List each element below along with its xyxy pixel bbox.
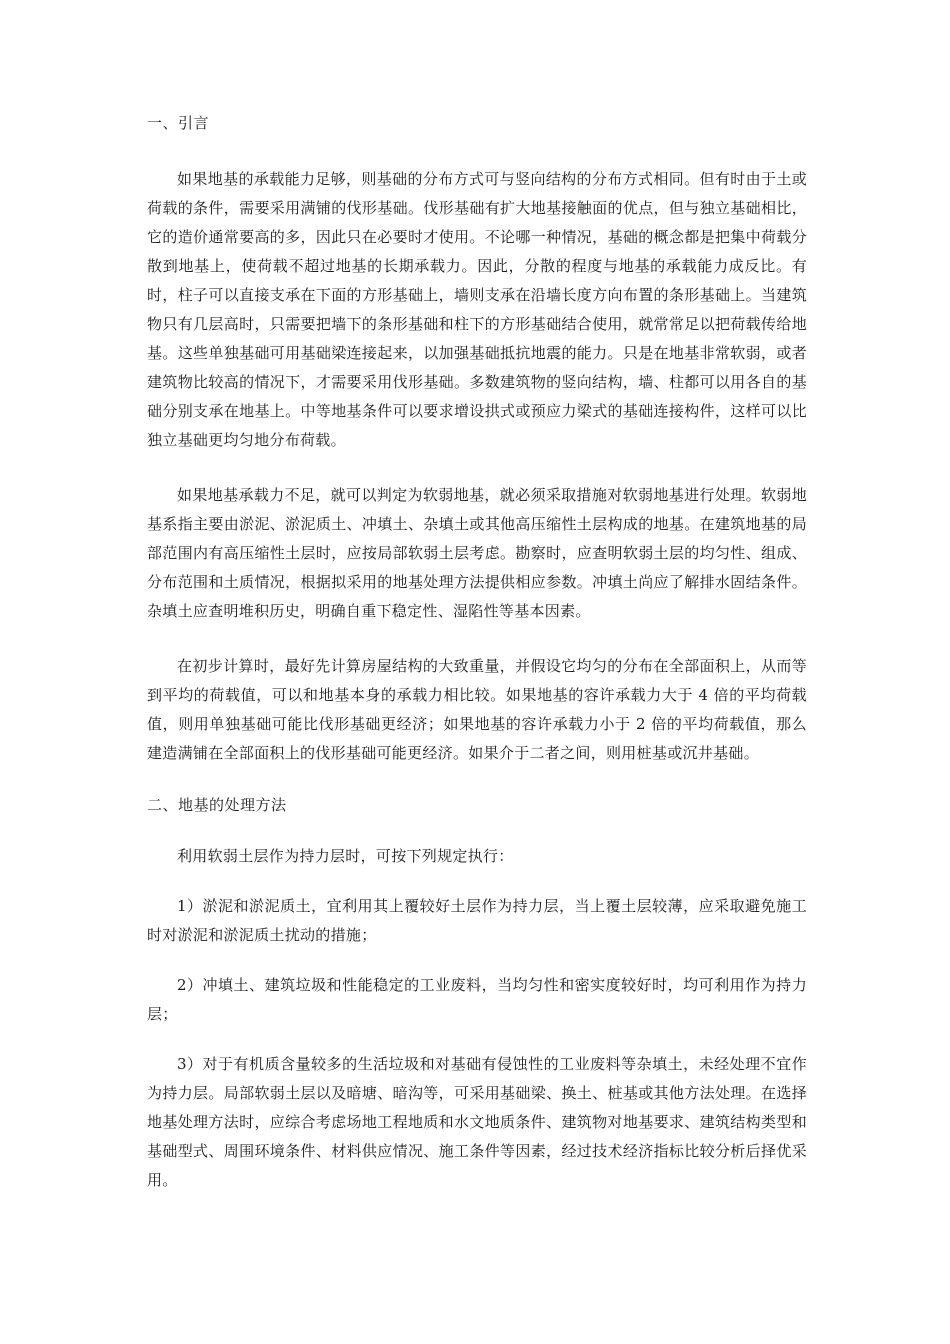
list-item-silt: 1）淤泥和淤泥质土，宜利用其上覆较好土层作为持力层，当上覆土层较薄，应采取避免施工时对淤泥和淤泥质土扰动的措施； xyxy=(147,897,807,944)
list-item-fill-soil: 2）冲填土、建筑垃圾和性能稳定的工业废料，当均匀性和密实度较好时，均可利用作为持力层； xyxy=(147,976,807,1023)
list-item-miscellaneous-fill: 3）对于有机质含量较多的生活垃圾和对基础有侵蚀性的工业废料等杂填土，未经处理不宜作为持力层。局部软弱土层以及暗塘、暗沟等，可采用基础梁、换土、桩基或其他方法处理。在选择地基处理方法时，应综合考虑场地工程地质和水文地质条件、建筑物对地基要求、建筑结构类型和基础型式、周围环境条件、材料供应情况、施工条件等因素，经过技术经济指标比较分析后择优采用。 xyxy=(147,1055,807,1189)
section-heading-introduction: 一、引言 xyxy=(147,114,210,132)
paragraph-preliminary-calculation: 在初步计算时，最好先计算房屋结构的大致重量，并假设它均匀的分布在全部面积上，从而等到平均的荷载值，可以和地基本身的承载力相比较。如果地基的容许承载力大于 4 倍的平均荷载值，则用单独基础可能比伐形基础更经济；如果地基的容许承载力小于 2 倍的平均荷载值，那么建造满铺在全部面积上的伐形基础可能更经济。如果介于二者之间，则用桩基或沉井基础。 xyxy=(147,657,807,762)
paragraph-soft-ground: 如果地基承载力不足，就可以判定为软弱地基，就必须采取措施对软弱地基进行处理。软弱地基系指主要由淤泥、淤泥质土、冲填土、杂填土或其他高压缩性土层构成的地基。在建筑地基的局部范围内有高压缩性土层时，应按局部软弱土层考虑。勘察时，应查明软弱土层的均匀性、组成、分布范围和土质情况，根据拟采用的地基处理方法提供相应参数。冲填土尚应了解排水固结条件。杂填土应查明堆积历史，明确自重下稳定性、湿陷性等基本因素。 xyxy=(147,486,807,620)
document-page xyxy=(147,108,807,1195)
paragraph-foundation-concept: 如果地基的承载能力足够，则基础的分布方式可与竖向结构的分布方式相同。但有时由于土或荷载的条件，需要采用满铺的伐形基础。伐形基础有扩大地基接触面的优点，但与独立基础相比，它的造价通常要高的多，因此只在必要时才使用。不论哪一种情况，基础的概念都是把集中荷载分散到地基上，使荷载不超过地基的长期承载力。因此，分散的程度与地基的承载能力成反比。有时，柱子可以直接支承在下面的方形基础上，墙则支承在沿墙长度方向布置的条形基础上。当建筑物只有几层高时，只需要把墙下的条形基础和柱下的方形基础结合使用，就常常足以把荷载传给地基。这些单独基础可用基础梁连接起来，以加强基础抵抗地震的能力。只是在地基非常软弱，或者建筑物比较高的情况下，才需要采用伐形基础。多数建筑物的竖向结构，墙、柱都可以用各自的基础分别支承在地基上。中等地基条件可以要求增设拱式或预应力梁式的基础连接构件，这样可以比独立基础更均匀地分布荷载。 xyxy=(147,170,807,449)
section-heading-treatment-methods: 二、地基的处理方法 xyxy=(147,796,287,814)
paragraph-bearing-layer-intro: 利用软弱土层作为持力层时，可按下列规定执行： xyxy=(177,847,514,865)
